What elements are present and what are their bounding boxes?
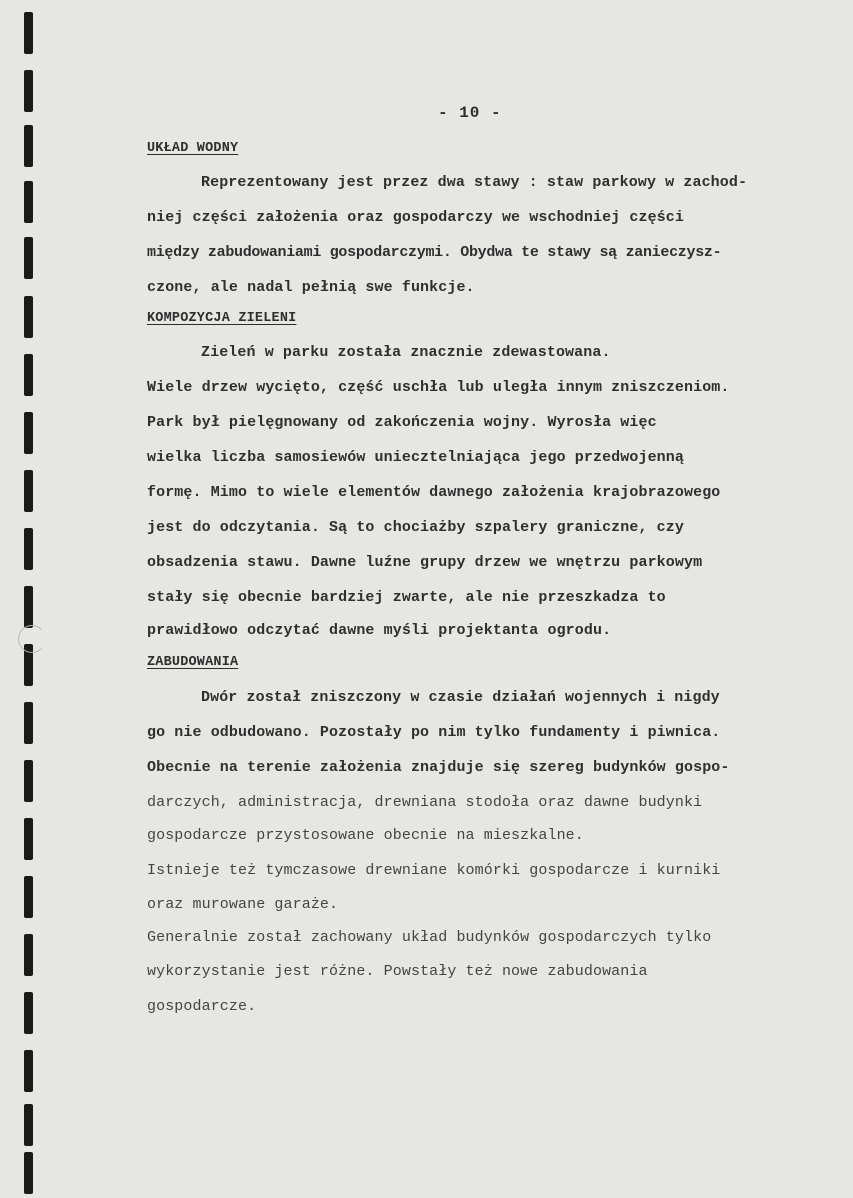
- text-line: jest do odczytania. Są to chociażby szpalery graniczne, czy: [147, 519, 684, 536]
- text-line: go nie odbudowano. Pozostały po nim tylko fundamenty i piwnica.: [147, 724, 721, 741]
- text-line: stały się obecnie bardziej zwarte, ale nie przeszkadza to: [147, 589, 666, 606]
- text-line: oraz murowane garaże.: [147, 896, 339, 913]
- text-line: formę. Mimo to wiele elementów dawnego założenia krajobrazowego: [147, 484, 721, 501]
- page-number: - 10 -: [438, 104, 502, 122]
- text-line: obsadzenia stawu. Dawne luźne grupy drzew we wnętrzu parkowym: [147, 554, 703, 571]
- section-heading-greenery: KOMPOZYCJA ZIELENI: [147, 311, 297, 326]
- text-line: Istnieje też tymczasowe drewniane komórki gospodarcze i kurniki: [147, 862, 721, 879]
- text-line: Obecnie na terenie założenia znajduje się szereg budynków gospo-: [147, 759, 730, 776]
- section-heading-buildings: ZABUDOWANIA: [147, 655, 239, 670]
- text-line: gospodarcze przystosowane obecnie na mieszkalne.: [147, 827, 584, 844]
- text-line: między zabudowaniami gospodarczymi. Obydwa te stawy są zanieczysz-: [147, 244, 722, 261]
- text-line: czone, ale nadal pełnią swe funkcje.: [147, 279, 475, 296]
- text-line: Reprezentowany jest przez dwa stawy : staw parkowy w zachod-: [201, 174, 748, 191]
- text-line: prawidłowo odczytać dawne myśli projektanta ogrodu.: [147, 622, 612, 639]
- text-line: Park był pielęgnowany od zakończenia wojny. Wyrosła więc: [147, 414, 657, 431]
- text-line: gospodarcze.: [147, 998, 257, 1015]
- text-line: wielka liczba samosiewów uniecztelniająca jego przedwojenną: [147, 449, 684, 466]
- section-heading-water: UKŁAD WODNY: [147, 141, 239, 156]
- text-line: Zieleń w parku została znacznie zdewastowana.: [201, 344, 611, 361]
- text-line: darczych, administracja, drewniana stodoła oraz dawne budynki: [147, 794, 703, 811]
- text-line: Wiele drzew wycięto, część uschła lub uległa innym zniszczeniom.: [147, 379, 730, 396]
- text-line: Dwór został zniszczony w czasie działań wojennych i nigdy: [201, 689, 720, 706]
- text-line: niej części założenia oraz gospodarczy we wschodniej części: [147, 209, 684, 226]
- text-line: wykorzystanie jest różne. Powstały też nowe zabudowania: [147, 963, 648, 980]
- text-line: Generalnie został zachowany układ budynków gospodarczych tylko: [147, 929, 712, 946]
